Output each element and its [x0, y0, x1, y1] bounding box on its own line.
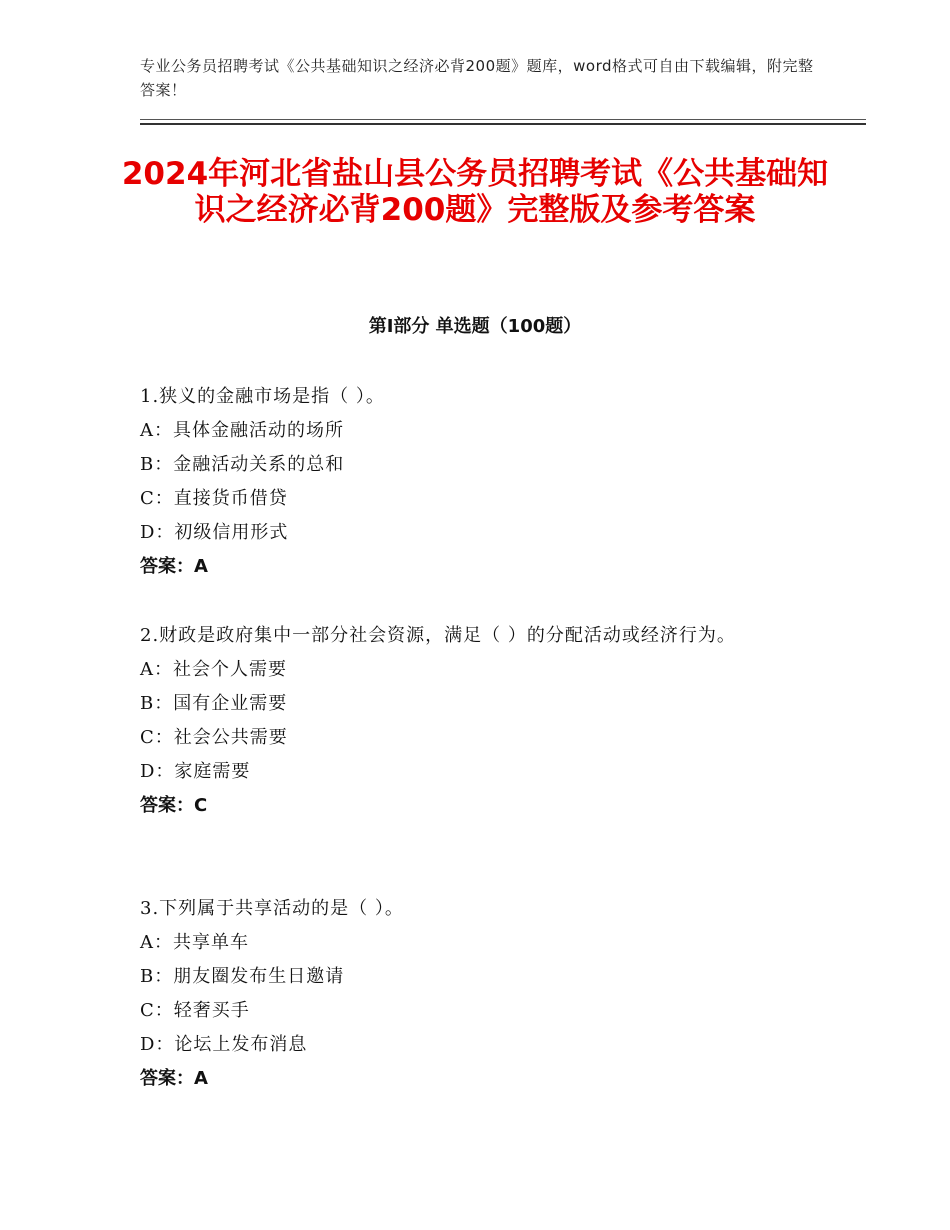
answer-label: 答案：A — [140, 1068, 208, 1089]
option-b: B：国有企业需要 — [140, 693, 288, 714]
header-rule-thick — [140, 123, 866, 125]
question-3 — [140, 892, 820, 1096]
option-c: C：社会公共需要 — [140, 727, 288, 748]
option-c: C：直接货币借贷 — [140, 488, 288, 509]
option-d: D：初级信用形式 — [140, 522, 289, 543]
section-title: 第I部分 单选题（100题） — [368, 316, 582, 337]
option-d: D：论坛上发布消息 — [140, 1034, 308, 1055]
question-stem: 2.财政是政府集中一部分社会资源，满足（ ）的分配活动或经济行为。 — [140, 625, 736, 646]
option-c: C：轻奢买手 — [140, 1000, 250, 1021]
header-rule-thin — [140, 119, 866, 120]
option-b: B：朋友圈发布生日邀请 — [140, 966, 345, 987]
question-stem: 1.狭义的金融市场是指（ ）。 — [140, 386, 385, 407]
question-2 — [140, 619, 820, 823]
option-a: A：共享单车 — [140, 932, 249, 953]
document-title: 2024年河北省盐山县公务员招聘考试《公共基础知识之经济必背200题》完整版及参考答案 — [121, 156, 829, 228]
header-note: 专业公务员招聘考试《公共基础知识之经济必背200题》题库，word格式可自由下载编辑，附完整答案！ — [140, 57, 814, 99]
option-b: B：金融活动关系的总和 — [140, 454, 345, 475]
option-d: D：家庭需要 — [140, 761, 251, 782]
option-a: A：社会个人需要 — [140, 659, 287, 680]
answer-label: 答案：C — [140, 795, 208, 816]
question-1 — [140, 380, 820, 584]
question-stem: 3.下列属于共享活动的是（ ）。 — [140, 898, 404, 919]
answer-label: 答案：A — [140, 556, 208, 577]
option-a: A：具体金融活动的场所 — [140, 420, 344, 441]
